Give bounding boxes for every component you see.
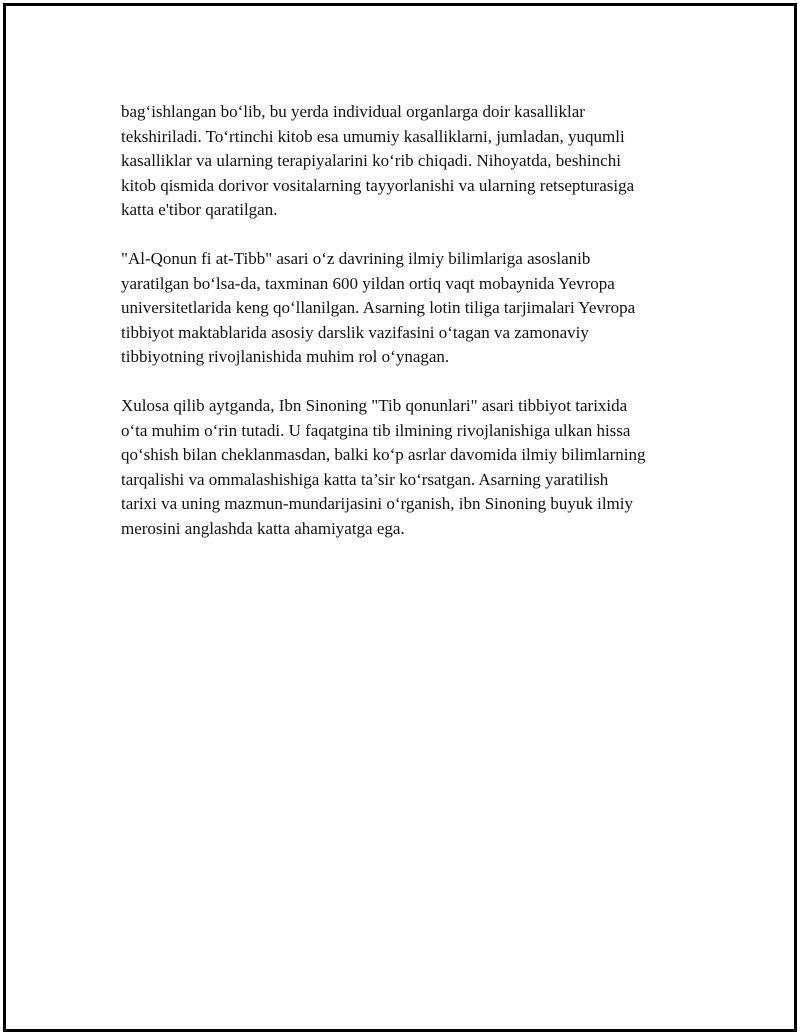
text-line: kasalliklar va ularning terapiyalarini ko‘rib chiqadi. Nihoyatda, beshinchi [121,151,621,170]
text-line: yaratilgan bo‘lsa-da, taxminan 600 yildan ortiq vaqt mobaynida Yevropa [121,273,615,293]
text-line: Xulosa qilib aytganda, Ibn Sinoning "Tib qonunlari" asari tibbiyot tarixida [121,396,628,415]
document-body [121,100,701,566]
text-line: qo‘shish bilan cheklanmasdan, balki ko‘p asrlar davomida ilmiy bilimlarning [121,445,646,464]
paragraph-3 [121,394,701,541]
text-line: katta e'tibor qaratilgan. [121,200,278,219]
text-line: tibbiyotning rivojlanishida muhim rol o‘ynagan. [121,347,450,366]
text-line: tarqalishi va ommalashishiga katta ta’sir ko‘rsatgan. Asarning yaratilish [121,469,609,489]
paragraph-2 [121,247,701,370]
text-line: kitob qismida dorivor vositalarning tayyorlanishi va ularning retsepturasiga [121,175,635,195]
text-line: o‘ta muhim o‘rin tutadi. U faqatgina tib ilmining rivojlanishiga ulkan hissa [121,420,631,440]
page-border [3,3,797,1032]
text-line: tibbiyot maktablarida asosiy darslik vazifasini o‘tagan va zamonaviy [121,322,589,342]
text-line: "Al-Qonun fi at-Tibb" asari o‘z davrining ilmiy bilimlariga asoslanib [121,249,591,268]
paragraph-1 [121,100,701,223]
text-line: tekshiriladi. To‘rtinchi kitob esa umumiy kasalliklarni, jumladan, yuqumli [121,126,625,146]
text-line: universitetlarida keng qo‘llanilgan. Asarning lotin tiliga tarjimalari Yevropa [121,298,636,317]
text-line: bag‘ishlangan bo‘lib, bu yerda individual organlarga doir kasalliklar [121,102,585,121]
text-line: merosini anglashda katta ahamiyatga ega. [121,518,405,538]
text-line: tarixi va uning mazmun-mundarijasini o‘rganish, ibn Sinoning buyuk ilmiy [121,494,633,513]
